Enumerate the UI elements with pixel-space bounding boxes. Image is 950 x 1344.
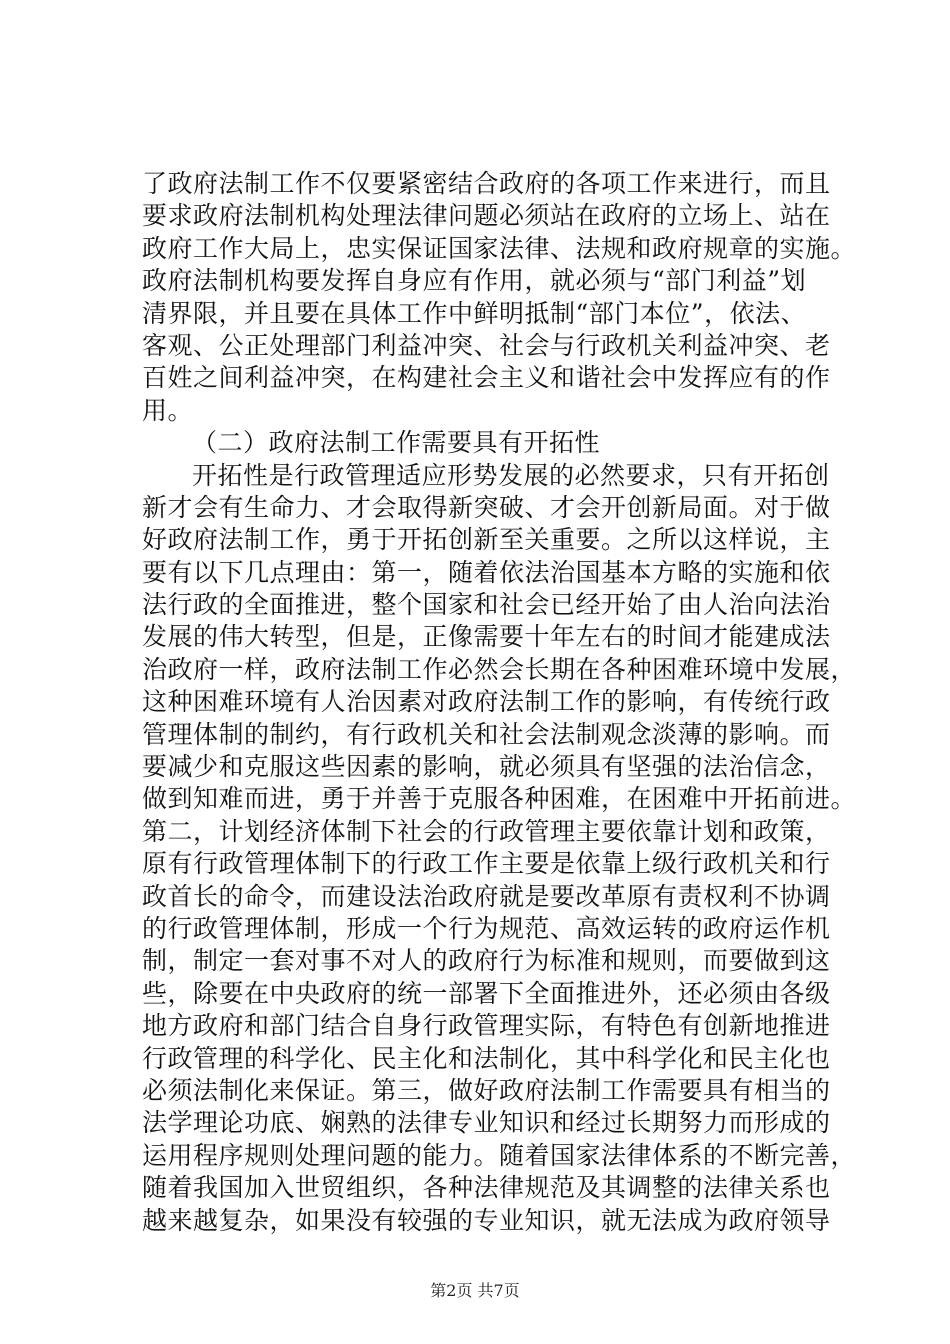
text-line: 运用程序规则处理问题的能力。随着国家法律体系的不断完善， <box>142 1140 857 1170</box>
text-line: 行政管理的科学化、民主化和法制化，其中科学化和民主化也 <box>142 1043 831 1073</box>
text-line: 清界限，并且要在具体工作中鲜明抵制“部门本位”，依法、 <box>142 298 807 328</box>
text-line: 百姓之间利益冲突，在构建社会主义和谐社会中发挥应有的作 <box>142 363 831 393</box>
text-line: 随着我国加入世贸组织，各种法律规范及其调整的法律关系也 <box>142 1173 831 1203</box>
text-line: 必须法制化来保证。第三，做好政府法制工作需要具有相当的 <box>142 1075 831 1105</box>
text-line: 要有以下几点理由：第一，随着依法治国基本方略的实施和依 <box>142 557 831 587</box>
text-line: 发展的伟大转型，但是，正像需要十年左右的时间才能建成法 <box>142 622 831 652</box>
text-line: 政府工作大局上，忠实保证国家法律、法规和政府规章的实施。 <box>142 233 857 263</box>
text-line: 法行政的全面推进，整个国家和社会已经开始了由人治向法治 <box>142 590 831 620</box>
text-line: 管理体制的制约，有行政机关和社会法制观念淡薄的影响。而 <box>142 719 831 749</box>
text-line: 治政府一样，政府法制工作必然会长期在各种困难环境中发展， <box>142 654 857 684</box>
page-footer: 第2页 共7页 <box>430 1281 520 1300</box>
text-line: 新才会有生命力、才会取得新突破、才会开创新局面。对于做 <box>142 492 831 522</box>
text-line: 些，除要在中央政府的统一部署下全面推进外，还必须由各级 <box>142 978 831 1008</box>
text-line: 第二，计划经济体制下社会的行政管理主要依靠计划和政策， <box>142 816 831 846</box>
text-line: 要求政府法制机构处理法律问题必须站在政府的立场上、站在 <box>142 201 831 231</box>
text-line: 用。 <box>142 395 194 425</box>
body-text <box>142 168 857 1237</box>
text-line: 地方政府和部门结合自身行政管理实际，有特色有创新地推进 <box>142 1011 831 1041</box>
text-line: 法学理论功底、娴熟的法律专业知识和经过长期努力而形成的 <box>142 1108 831 1138</box>
text-line: 制，制定一套对事不对人的政府行为标准和规则，而要做到这 <box>142 946 831 976</box>
text-line: 这种困难环境有人治因素对政府法制工作的影响，有传统行政 <box>142 687 831 717</box>
text-line: 政府法制机构要发挥自身应有作用，就必须与“部门利益”划 <box>142 266 807 296</box>
text-line: 好政府法制工作，勇于开拓创新至关重要。之所以这样说，主 <box>142 525 831 555</box>
text-line: 政首长的命令，而建设法治政府就是要改革原有责权利不协调 <box>142 881 831 911</box>
text-line: 客观、公正处理部门利益冲突、社会与行政机关利益冲突、老 <box>142 330 831 360</box>
text-line: 做到知难而进，勇于并善于克服各种困难，在困难中开拓前进。 <box>142 784 857 814</box>
text-line: 的行政管理体制，形成一个行为规范、高效运转的政府运作机 <box>142 913 831 943</box>
text-line: 要减少和克服这些因素的影响，就必须具有坚强的法治信念， <box>142 752 831 782</box>
text-line: 原有行政管理体制下的行政工作主要是依靠上级行政机关和行 <box>142 849 831 879</box>
section-heading: （二）政府法制工作需要具有开拓性 <box>192 428 601 458</box>
text-line: 了政府法制工作不仅要紧密结合政府的各项工作来进行，而且 <box>142 169 831 198</box>
text-line: 开拓性是行政管理适应形势发展的必然要求，只有开拓创 <box>192 460 830 490</box>
text-line: 越来越复杂，如果没有较强的专业知识，就无法成为政府领导 <box>142 1205 831 1235</box>
